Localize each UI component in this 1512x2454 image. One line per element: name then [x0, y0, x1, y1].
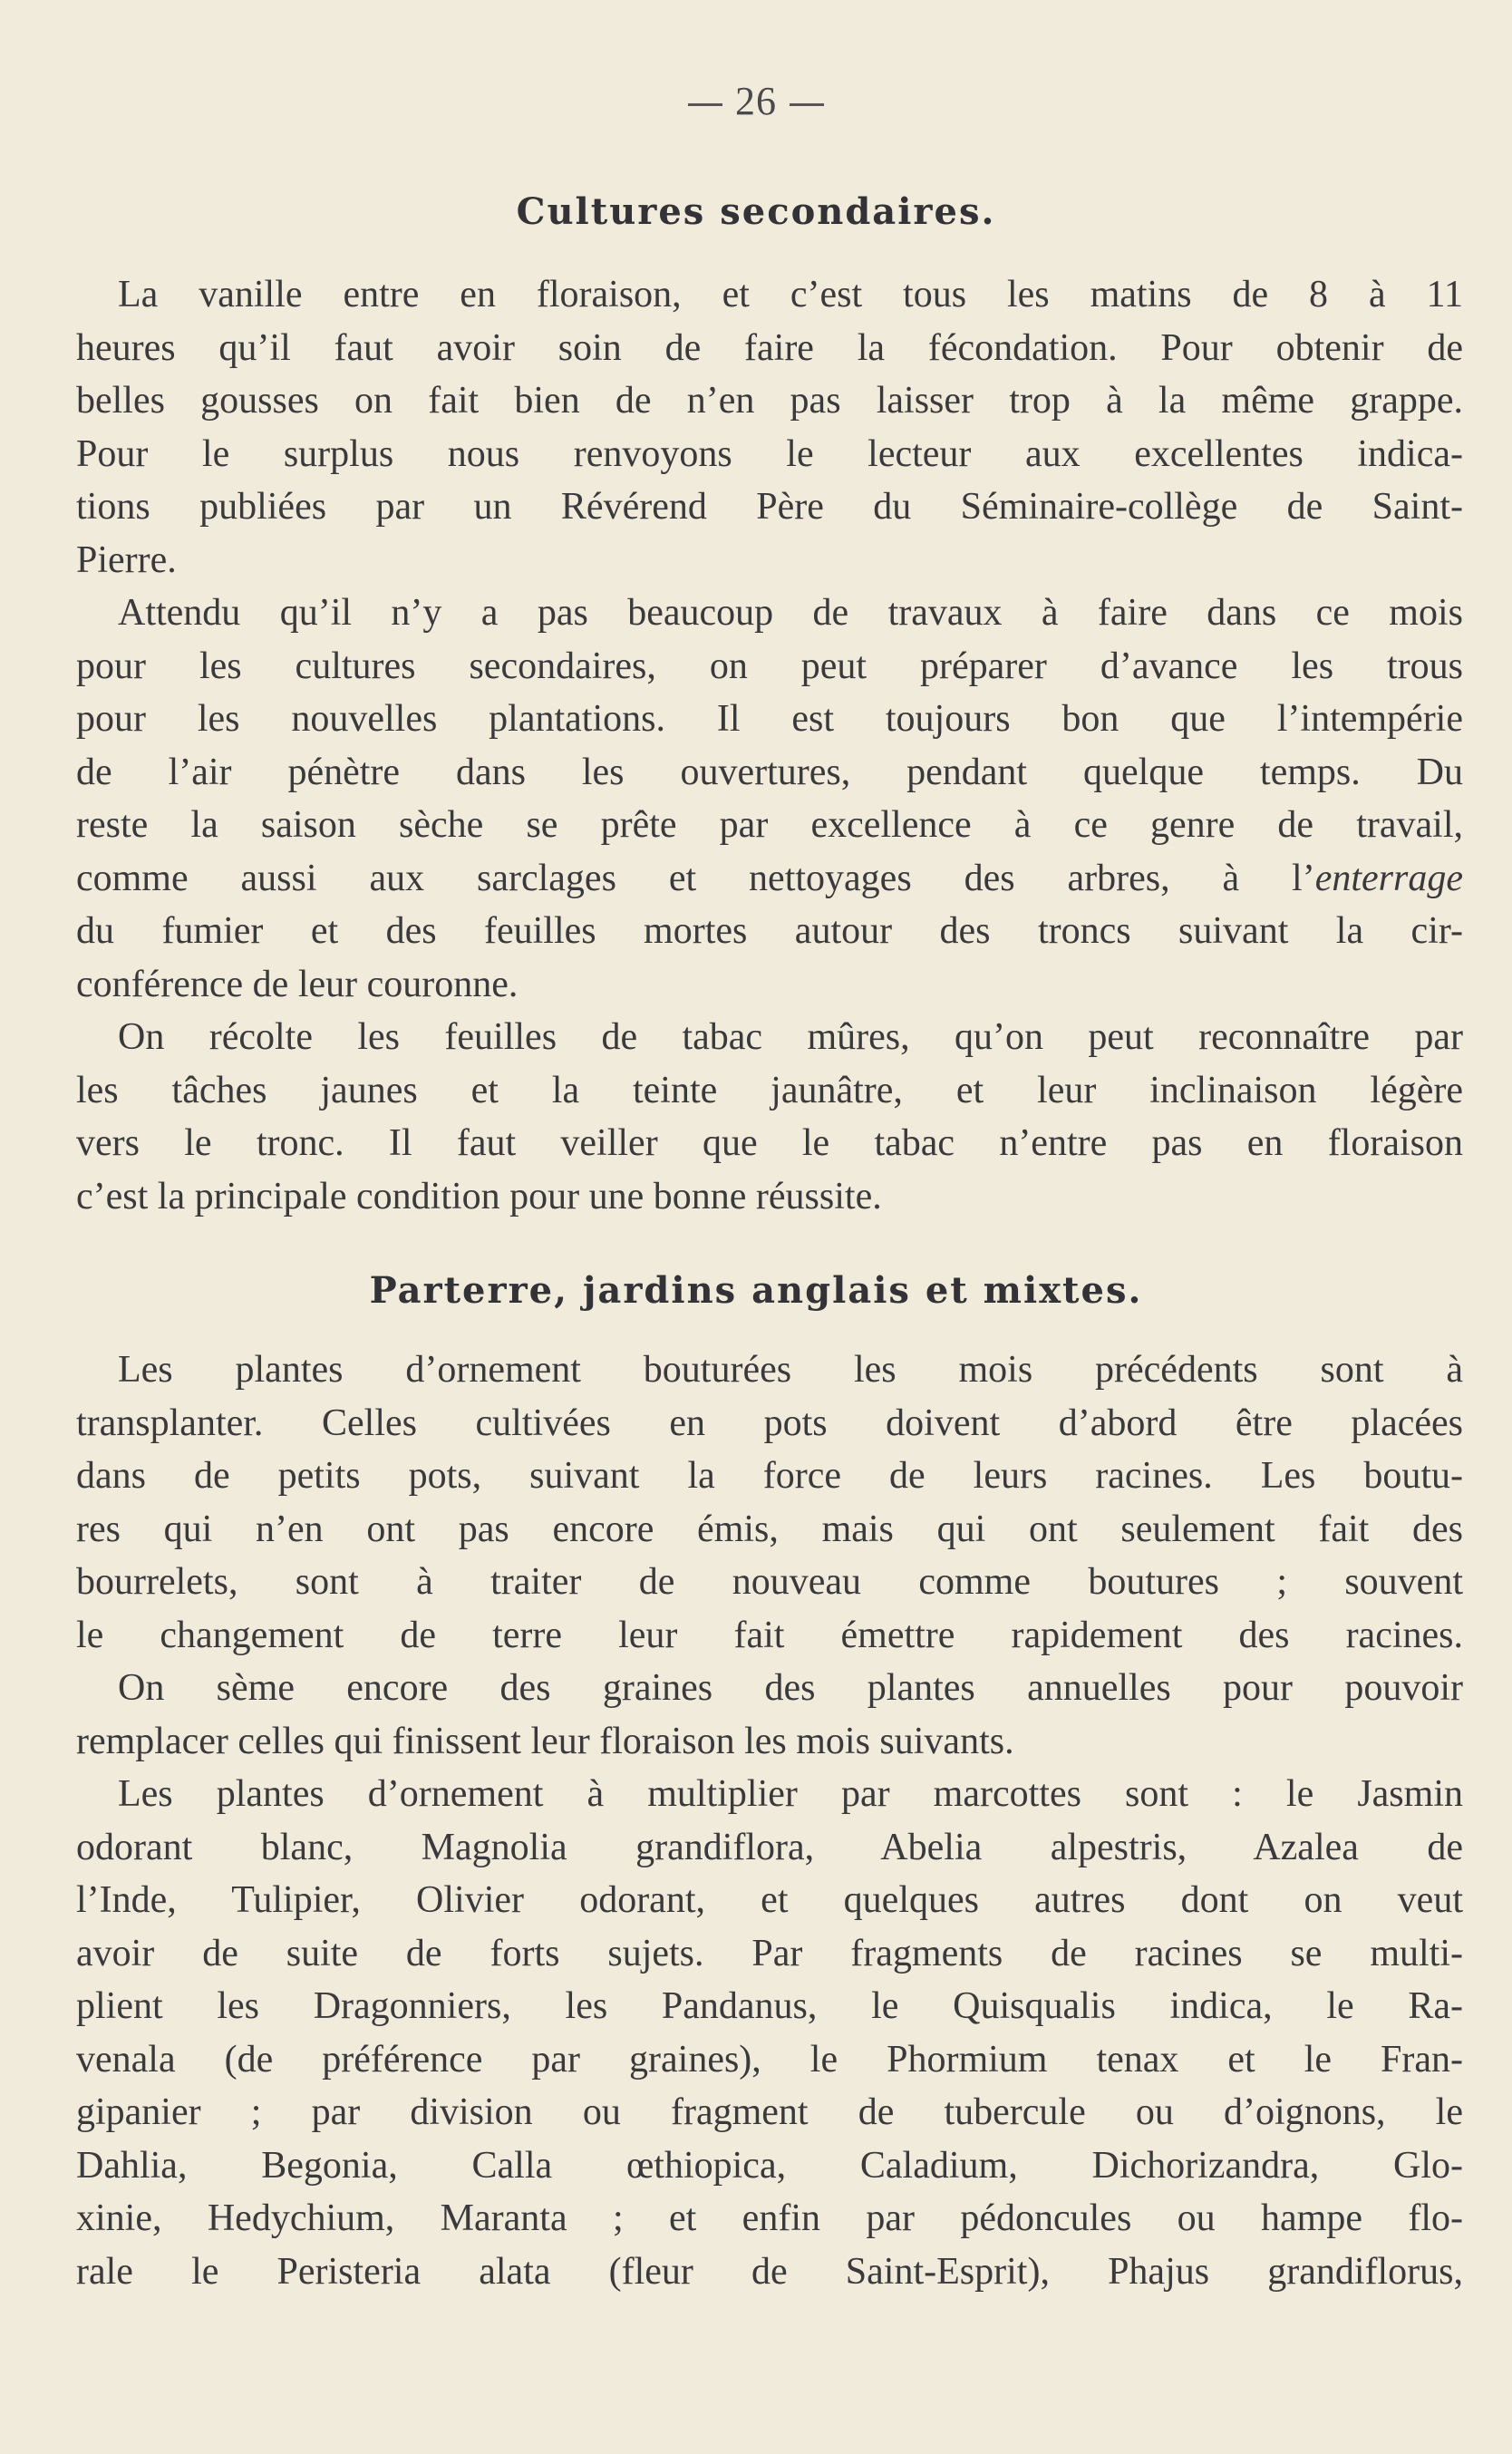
- paragraph-line: vers le tronc. Il faut veiller que le tabac n’entre pas en floraison: [76, 1122, 1463, 1164]
- section-body-cultures-secondaires: [76, 268, 1463, 1223]
- paragraph-line: bourrelets, sont à traiter de nouveau comme boutures ; souvent: [76, 1561, 1463, 1603]
- section-title-cultures-secondaires: Cultures secondaires.: [516, 190, 996, 233]
- section-body-parterre-jardins: [76, 1343, 1463, 2298]
- paragraph-line: odorant blanc, Magnolia grandiflora, Abelia alpestris, Azalea de: [76, 1826, 1463, 1868]
- paragraph-line: Dahlia, Begonia, Calla œthiopica, Caladium, Dichorizandra, Glo-: [76, 2144, 1463, 2187]
- paragraph-line: les tâches jaunes et la teinte jaunâtre, et leur inclinaison légère: [76, 1069, 1463, 1111]
- right-dash-ornament: [790, 103, 824, 106]
- paragraph-line: Attendu qu’il n’y a pas beaucoup de travaux à faire dans ce mois: [118, 592, 1463, 634]
- paragraph-line: remplacer celles qui finissent leur floraison les mois suivants.: [76, 1720, 1014, 1762]
- page-number: 26: [735, 79, 777, 123]
- left-dash-ornament: [688, 103, 722, 106]
- paragraph-line-with-italic: [76, 852, 1463, 906]
- paragraph-line: On sème encore des graines des plantes annuelles pour pouvoir: [118, 1667, 1463, 1709]
- paragraph-line: tions publiées par un Révérend Père du Séminaire-collège de Saint-: [76, 486, 1463, 528]
- paragraph-line: rale le Peristeria alata (fleur de Saint-Esprit), Phajus grandiflorus,: [76, 2250, 1463, 2293]
- paragraph-line: Pour le surplus nous renvoyons le lecteur aux excellentes indica-: [76, 432, 1463, 475]
- paragraph-line: reste la saison sèche se prête par excellence à ce genre de travail,: [76, 804, 1463, 846]
- paragraph-line: heures qu’il faut avoir soin de faire la fécondation. Pour obtenir de: [76, 326, 1463, 369]
- paragraph-line: Les plantes d’ornement à multiplier par marcottes sont : le Jasmin: [118, 1773, 1463, 1815]
- paragraph-line: avoir de suite de forts sujets. Par fragments de racines se multi-: [76, 1932, 1463, 1974]
- paragraph-line: Pierre.: [76, 538, 177, 581]
- page-number-header: [0, 78, 1512, 124]
- paragraph-line: gipanier ; par division ou fragment de tubercule ou d’oignons, le: [76, 2091, 1463, 2133]
- paragraph-line: c’est la principale condition pour une bonne réussite.: [76, 1175, 882, 1217]
- paragraph-line: belles gousses on fait bien de n’en pas laisser trop à la même grappe.: [76, 380, 1463, 422]
- italic-term-enterrage: enterrage: [1314, 857, 1463, 899]
- paragraph-line: le changement de terre leur fait émettre rapidement des racines.: [76, 1614, 1463, 1656]
- paragraph-line: La vanille entre en floraison, et c’est tous les matins de 8 à 11: [118, 274, 1463, 315]
- paragraph-line: pour les cultures secondaires, on peut préparer d’avance les trous: [76, 645, 1463, 687]
- paragraph-line: Les plantes d’ornement bouturées les mois précédents sont à: [118, 1349, 1463, 1391]
- paragraph-line: res qui n’en ont pas encore émis, mais qui ont seulement fait des: [76, 1508, 1463, 1550]
- paragraph-line: de l’air pénètre dans les ouvertures, pendant quelque temps. Du: [76, 751, 1463, 793]
- section-title-parterre-jardins: Parterre, jardins anglais et mixtes.: [369, 1269, 1143, 1312]
- paragraph-line: On récolte les feuilles de tabac mûres, qu’on peut reconnaître par: [118, 1016, 1463, 1058]
- paragraph-line: l’Inde, Tulipier, Olivier odorant, et quelques autres dont on veut: [76, 1879, 1463, 1921]
- paragraph-line: conférence de leur couronne.: [76, 963, 519, 1005]
- paragraph-line: xinie, Hedychium, Maranta ; et enfin par pédoncules ou hampe flo-: [76, 2197, 1463, 2239]
- paragraph-line: dans de petits pots, suivant la force de leurs racines. Les boutu-: [76, 1455, 1463, 1497]
- paragraph-line: transplanter. Celles cultivées en pots doivent d’abord être placées: [76, 1402, 1463, 1444]
- paragraph-line: plient les Dragonniers, les Pandanus, le Quisqualis indica, le Ra-: [76, 1985, 1463, 2027]
- paragraph-line: pour les nouvelles plantations. Il est toujours bon que l’intempérie: [76, 698, 1463, 740]
- paragraph-line: venala (de préférence par graines), le Phormium tenax et le Fran-: [76, 2038, 1463, 2081]
- line-text: comme aussi aux sarclages et nettoyages des arbres, à l’: [76, 857, 1315, 899]
- paragraph-line: du fumier et des feuilles mortes autour des troncs suivant la cir-: [76, 910, 1463, 952]
